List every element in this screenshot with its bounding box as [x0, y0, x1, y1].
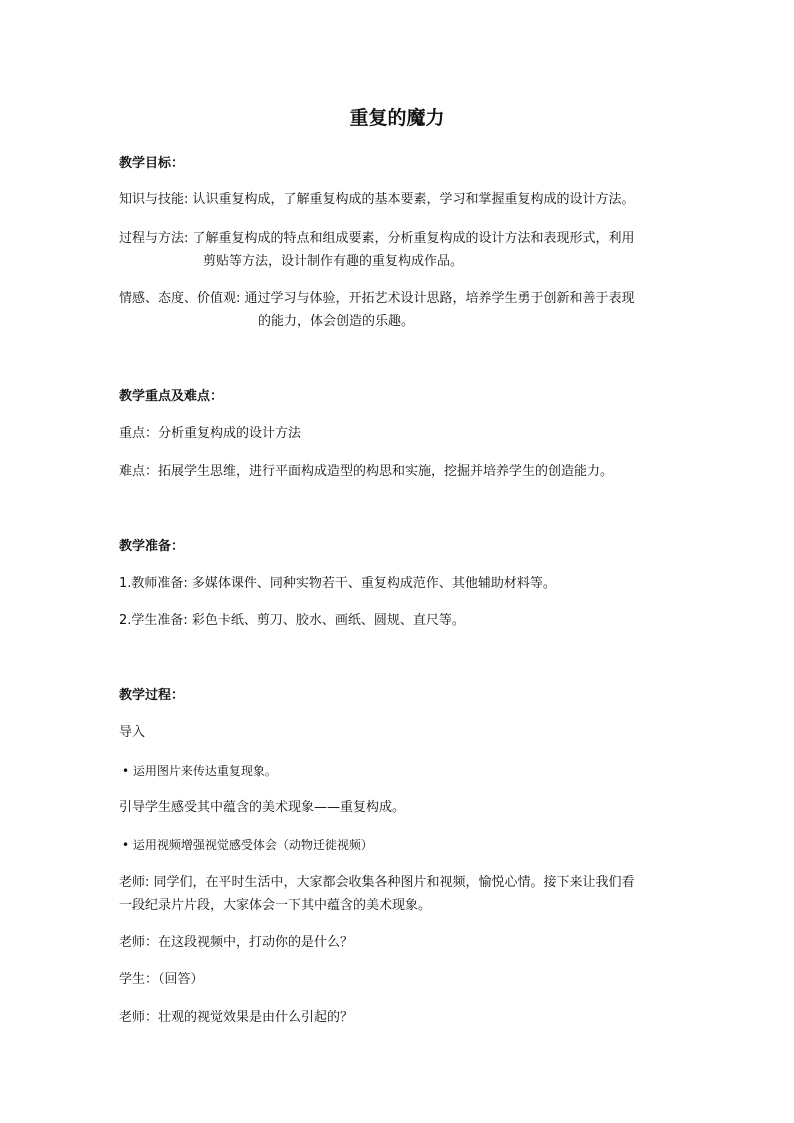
process-student1: 学生：（回答） [119, 972, 204, 987]
objective-attitude-line1: 情感、态度、价值观: 通过学习与体验，开拓艺术设计思路，培养学生勇于创新和善于表现 [119, 291, 635, 306]
keypoint-focus: 重点：分析重复构成的设计方法 [119, 426, 302, 441]
objective-process-line1: 过程与方法: 了解重复构成的特点和组成要素，分析重复构成的设计方法和表现形式，利用 [119, 231, 635, 246]
objective-process-line2: 剪贴等方法，设计制作有趣的重复构成作品。 [203, 254, 464, 269]
process-bullet-images: • 运用图片来传达重复现象。 [122, 764, 277, 778]
preparation-teacher: 1.教师准备: 多媒体课件、同种实物若干、重复构成范作、其他辅助材料等。 [119, 576, 556, 591]
process-bullet-video: • 运用视频增强视觉感受体会（动物迁徙视频） [122, 838, 373, 852]
objectives-heading: 教学目标： [119, 156, 185, 171]
keypoint-difficulty: 难点：拓展学生思维，进行平面构成造型的构思和实施，挖掘并培养学生的创造能力。 [119, 464, 614, 479]
preparation-student: 2.学生准备: 彩色卡纸、剪刀、胶水、画纸、圆规、直尺等。 [119, 613, 465, 628]
document-title: 重复的魔力 [349, 107, 445, 129]
objective-knowledge: 知识与技能: 认识重复构成，了解重复构成的基本要素，学习和掌握重复构成的设计方法。 [119, 192, 635, 207]
process-intro: 导入 [119, 725, 146, 740]
process-guide: 引导学生感受其中蕴含的美术现象——重复构成。 [119, 800, 406, 815]
process-heading: 教学过程： [119, 688, 185, 703]
process-teacher1-line1: 老师: 同学们，在平时生活中，大家都会收集各种图片和视频，愉悦心情。接下来让我们看 [119, 875, 635, 890]
process-teacher1-line2: 一段纪录片片段，大家体会一下其中蕴含的美术现象。 [119, 898, 432, 913]
preparation-heading: 教学准备： [119, 539, 185, 554]
process-teacher3: 老师：壮观的视觉效果是由什么引起的？ [119, 1010, 354, 1025]
objective-attitude-line2: 的能力，体会创造的乐趣。 [258, 314, 415, 329]
keypoints-heading: 教学重点及难点： [119, 389, 224, 404]
process-teacher2: 老师：在这段视频中，打动你的是什么？ [119, 935, 354, 950]
